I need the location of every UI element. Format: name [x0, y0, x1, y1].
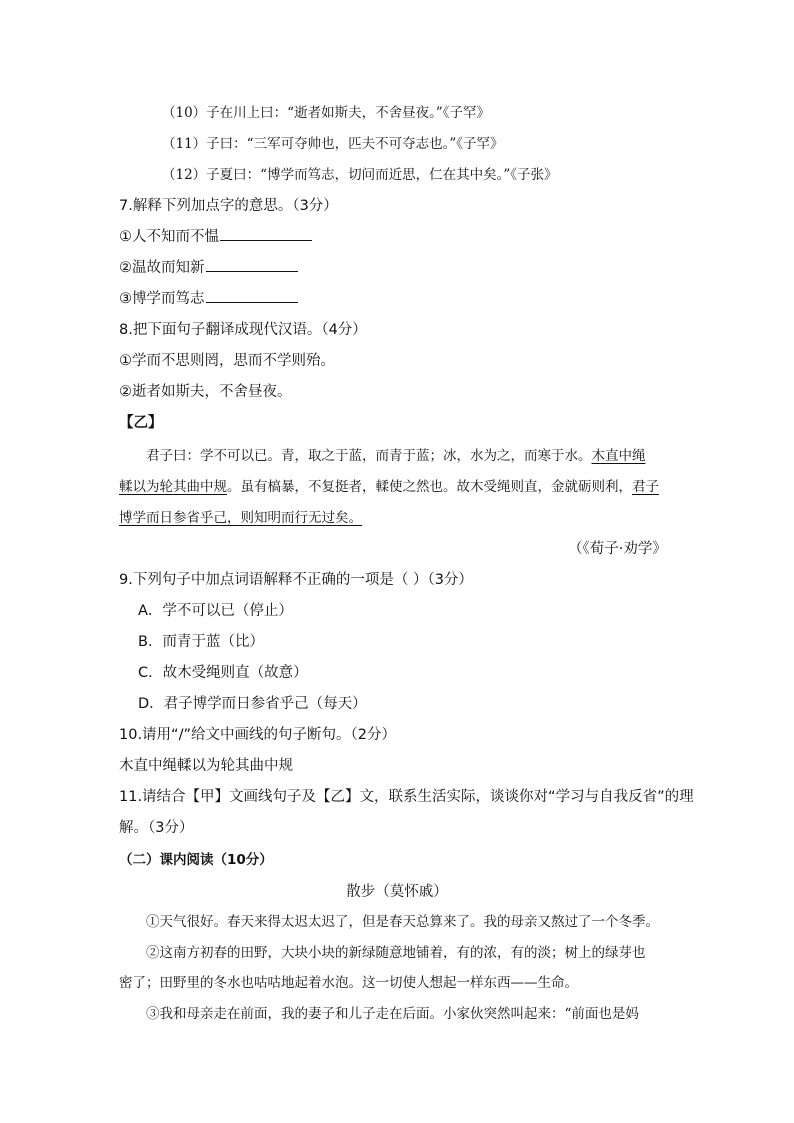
question-8-title: 8.把下面句子翻译成现代汉语。（4分） [119, 322, 367, 338]
quote-10: （10）子在川上曰：“逝者如斯夫，不舍昼夜。”《子罕》 [162, 105, 490, 121]
question-9-option-a: A．学不可以已（停止） [138, 603, 293, 619]
essay-paragraph-2-line-1: ②这南方初春的田野，大块小块的新绿随意地铺着，有的浓，有的淡；树上的绿芽也 [146, 945, 646, 961]
question-8-item-1: ①学而不思则罔，思而不学则殆。 [119, 353, 335, 369]
essay-paragraph-1: ①天气很好。春天来得太迟太迟了，但是春天总算来了。我的母亲又熬过了一个冬季。 [146, 914, 659, 930]
section-2-heading: （二）课内阅读（10分） [119, 852, 273, 868]
question-9-title: 9.下列句子中加点词语解释不正确的一项是（ ）（3分） [119, 572, 473, 588]
question-11-line-2: 解。（3分） [119, 820, 194, 836]
underlined-sentence: 木直中绳 [591, 448, 646, 464]
passage-yi-line-3 [119, 508, 362, 528]
quote-12: （12）子夏曰：“博学而笃志，切问而近思，仁在其中矣。”《子张》 [162, 167, 558, 183]
underlined-sentence: 輮以为轮其曲中规 [119, 479, 227, 495]
question-10-sentence: 木直中绳輮以为轮其曲中规 [119, 758, 293, 774]
question-7-item-3: ③博学而笃志 [119, 289, 298, 309]
question-10-title: 10.请用“/”给文中画线的句子断句。（2分） [119, 727, 396, 743]
underlined-sentence: 博学而日参省乎己，则知明而行无过矣。 [119, 510, 362, 526]
essay-paragraph-3: ③我和母亲走在前面，我的妻子和儿子走在后面。小家伙突然叫起来：“前面也是妈 [146, 1006, 639, 1022]
essay-paragraph-2-line-2: 密了；田野里的冬水也咕咕地起着水泡。这一切使人想起一样东西——生命。 [119, 975, 578, 991]
question-7-item-2: ②温故而知新 [119, 258, 298, 278]
question-7-title: 7.解释下列加点字的意思。（3分） [119, 198, 338, 214]
question-9-option-d: D．君子博学而日参省乎己（每天） [138, 696, 367, 712]
section-yi-heading: 【乙】 [119, 415, 163, 431]
essay-title: 散步（莫怀戚） [346, 884, 448, 900]
answer-blank[interactable] [206, 289, 298, 303]
passage-yi-line-2: 輮以为轮其曲中规。虽有槁暴，不复挺者，輮使之然也。故木受绳则直，金就砺则利，君子 [119, 479, 659, 495]
passage-source: （《荀子·劝学》 [568, 541, 667, 557]
question-11-line-1: 11.请结合【甲】文画线句子及【乙】文，联系生活实际，谈谈你对“学习与自我反省”的理 [119, 789, 694, 805]
answer-blank[interactable] [220, 227, 312, 241]
question-8-item-2: ②逝者如斯夫，不舍昼夜。 [119, 384, 292, 400]
underlined-sentence: 君子 [632, 479, 659, 495]
quote-11: （11）子曰：“三军可夺帅也，匹夫不可夺志也。”《子罕》 [162, 136, 504, 152]
passage-yi-line-1: 君子曰：学不可以已。青，取之于蓝，而青于蓝；冰，水为之，而寒于水。木直中绳 [146, 448, 646, 464]
question-7-item-1: ①人不知而不愠 [119, 227, 312, 247]
answer-blank[interactable] [206, 258, 298, 272]
question-9-option-c: C．故木受绳则直（故意） [138, 665, 308, 681]
question-9-option-b: B．而青于蓝（比） [138, 634, 264, 650]
